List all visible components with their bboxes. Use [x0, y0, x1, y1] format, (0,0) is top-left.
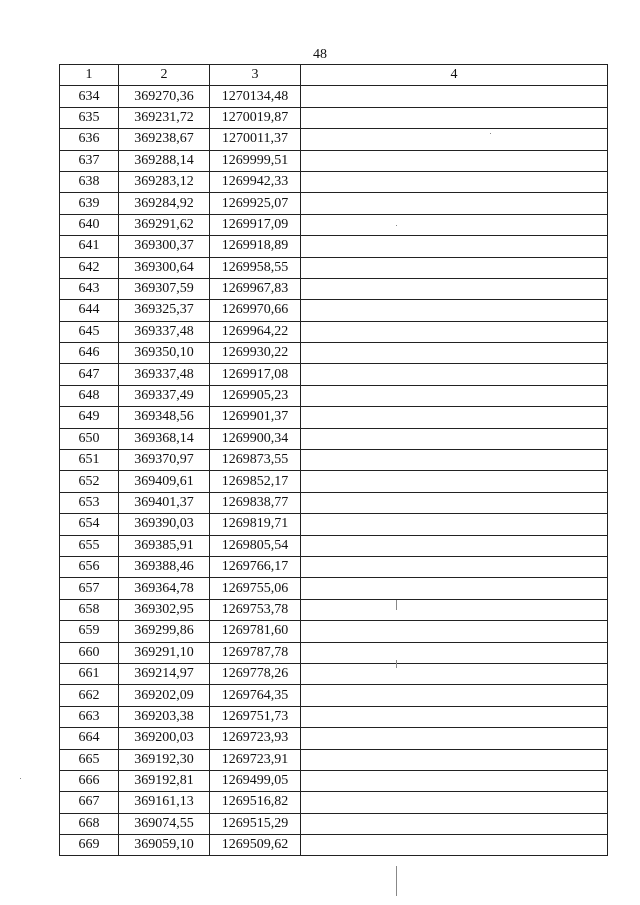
x-coordinate-cell: 369364,78	[119, 578, 210, 599]
note-cell	[301, 685, 608, 706]
x-coordinate-cell: 369059,10	[119, 835, 210, 856]
note-cell	[301, 792, 608, 813]
table-row	[60, 278, 608, 299]
y-coordinate-cell: 1269751,73	[210, 706, 301, 727]
note-cell	[301, 813, 608, 834]
note-cell	[301, 728, 608, 749]
point-number-cell: 665	[60, 749, 119, 770]
point-number-cell: 641	[60, 236, 119, 257]
y-coordinate-cell: 1269753,78	[210, 599, 301, 620]
note-cell	[301, 86, 608, 107]
y-coordinate-cell: 1269930,22	[210, 343, 301, 364]
table-row	[60, 770, 608, 791]
x-coordinate-cell: 369307,59	[119, 278, 210, 299]
table-row	[60, 129, 608, 150]
table-row	[60, 86, 608, 107]
note-cell	[301, 150, 608, 171]
point-number-cell: 642	[60, 257, 119, 278]
note-cell	[301, 300, 608, 321]
note-cell	[301, 257, 608, 278]
point-number-cell: 647	[60, 364, 119, 385]
x-coordinate-cell: 369370,97	[119, 450, 210, 471]
point-number-cell: 667	[60, 792, 119, 813]
x-coordinate-cell: 369202,09	[119, 685, 210, 706]
x-coordinate-cell: 369270,36	[119, 86, 210, 107]
point-number-cell: 648	[60, 385, 119, 406]
scan-speck	[396, 225, 397, 226]
point-number-cell: 646	[60, 343, 119, 364]
y-coordinate-cell: 1269970,66	[210, 300, 301, 321]
y-coordinate-cell: 1269755,06	[210, 578, 301, 599]
point-number-cell: 640	[60, 214, 119, 235]
point-number-cell: 664	[60, 728, 119, 749]
y-coordinate-cell: 1269900,34	[210, 428, 301, 449]
table-row	[60, 706, 608, 727]
point-number-cell: 663	[60, 706, 119, 727]
note-cell	[301, 835, 608, 856]
table-body	[60, 86, 608, 856]
y-coordinate-cell: 1269778,26	[210, 663, 301, 684]
note-cell	[301, 642, 608, 663]
table-row	[60, 813, 608, 834]
table-row	[60, 685, 608, 706]
y-coordinate-cell: 1269723,93	[210, 728, 301, 749]
x-coordinate-cell: 369350,10	[119, 343, 210, 364]
y-coordinate-cell: 1269901,37	[210, 407, 301, 428]
x-coordinate-cell: 369388,46	[119, 556, 210, 577]
y-coordinate-cell: 1269905,23	[210, 385, 301, 406]
table-row	[60, 728, 608, 749]
table-row	[60, 236, 608, 257]
y-coordinate-cell: 1269925,07	[210, 193, 301, 214]
point-number-cell: 656	[60, 556, 119, 577]
y-coordinate-cell: 1269958,55	[210, 257, 301, 278]
point-number-cell: 651	[60, 450, 119, 471]
column-header-2: 2	[119, 65, 210, 86]
y-coordinate-cell: 1269499,05	[210, 770, 301, 791]
x-coordinate-cell: 369200,03	[119, 728, 210, 749]
table-row	[60, 214, 608, 235]
point-number-cell: 660	[60, 642, 119, 663]
x-coordinate-cell: 369337,49	[119, 385, 210, 406]
y-coordinate-cell: 1269515,29	[210, 813, 301, 834]
point-number-cell: 639	[60, 193, 119, 214]
y-coordinate-cell: 1269942,33	[210, 171, 301, 192]
point-number-cell: 669	[60, 835, 119, 856]
point-number-cell: 668	[60, 813, 119, 834]
note-cell	[301, 236, 608, 257]
x-coordinate-cell: 369284,92	[119, 193, 210, 214]
table-row	[60, 621, 608, 642]
scan-speck	[490, 133, 491, 134]
table-row	[60, 492, 608, 513]
table-row	[60, 535, 608, 556]
note-cell	[301, 514, 608, 535]
y-coordinate-cell: 1269766,17	[210, 556, 301, 577]
note-cell	[301, 343, 608, 364]
table-row	[60, 385, 608, 406]
y-coordinate-cell: 1269819,71	[210, 514, 301, 535]
y-coordinate-cell: 1269764,35	[210, 685, 301, 706]
point-number-cell: 636	[60, 129, 119, 150]
x-coordinate-cell: 369288,14	[119, 150, 210, 171]
x-coordinate-cell: 369300,64	[119, 257, 210, 278]
y-coordinate-cell: 1270011,37	[210, 129, 301, 150]
table-row	[60, 343, 608, 364]
y-coordinate-cell: 1269917,08	[210, 364, 301, 385]
x-coordinate-cell: 369409,61	[119, 471, 210, 492]
page-number: 48	[313, 47, 327, 62]
x-coordinate-cell: 369291,62	[119, 214, 210, 235]
point-number-cell: 645	[60, 321, 119, 342]
note-cell	[301, 364, 608, 385]
note-cell	[301, 535, 608, 556]
y-coordinate-cell: 1269964,22	[210, 321, 301, 342]
note-cell	[301, 214, 608, 235]
table-row	[60, 556, 608, 577]
scan-speck	[396, 866, 397, 896]
note-cell	[301, 578, 608, 599]
y-coordinate-cell: 1269516,82	[210, 792, 301, 813]
point-number-cell: 634	[60, 86, 119, 107]
note-cell	[301, 193, 608, 214]
point-number-cell: 635	[60, 107, 119, 128]
table-row	[60, 150, 608, 171]
y-coordinate-cell: 1269838,77	[210, 492, 301, 513]
table-row	[60, 471, 608, 492]
point-number-cell: 666	[60, 770, 119, 791]
note-cell	[301, 663, 608, 684]
point-number-cell: 654	[60, 514, 119, 535]
table-header-row	[60, 65, 608, 86]
note-cell	[301, 321, 608, 342]
table-row	[60, 107, 608, 128]
table-row	[60, 663, 608, 684]
note-cell	[301, 107, 608, 128]
scan-speck	[396, 660, 397, 668]
x-coordinate-cell: 369203,38	[119, 706, 210, 727]
table-row	[60, 599, 608, 620]
note-cell	[301, 450, 608, 471]
y-coordinate-cell: 1269917,09	[210, 214, 301, 235]
table-row	[60, 257, 608, 278]
column-header-4: 4	[301, 65, 608, 86]
point-number-cell: 655	[60, 535, 119, 556]
note-cell	[301, 407, 608, 428]
coordinates-table	[59, 64, 608, 856]
note-cell	[301, 556, 608, 577]
x-coordinate-cell: 369302,95	[119, 599, 210, 620]
table-row	[60, 835, 608, 856]
x-coordinate-cell: 369390,03	[119, 514, 210, 535]
table-row	[60, 749, 608, 770]
x-coordinate-cell: 369337,48	[119, 364, 210, 385]
x-coordinate-cell: 369300,37	[119, 236, 210, 257]
point-number-cell: 657	[60, 578, 119, 599]
table-row	[60, 364, 608, 385]
point-number-cell: 637	[60, 150, 119, 171]
note-cell	[301, 599, 608, 620]
point-number-cell: 638	[60, 171, 119, 192]
point-number-cell: 659	[60, 621, 119, 642]
x-coordinate-cell: 369192,30	[119, 749, 210, 770]
note-cell	[301, 278, 608, 299]
table-row	[60, 407, 608, 428]
note-cell	[301, 706, 608, 727]
x-coordinate-cell: 369325,37	[119, 300, 210, 321]
y-coordinate-cell: 1269805,54	[210, 535, 301, 556]
x-coordinate-cell: 369192,81	[119, 770, 210, 791]
point-number-cell: 644	[60, 300, 119, 321]
y-coordinate-cell: 1269723,91	[210, 749, 301, 770]
x-coordinate-cell: 369385,91	[119, 535, 210, 556]
note-cell	[301, 749, 608, 770]
y-coordinate-cell: 1269781,60	[210, 621, 301, 642]
table-row	[60, 193, 608, 214]
y-coordinate-cell: 1269999,51	[210, 150, 301, 171]
table-row	[60, 792, 608, 813]
y-coordinate-cell: 1269918,89	[210, 236, 301, 257]
scan-speck	[20, 778, 21, 779]
column-header-1: 1	[60, 65, 119, 86]
point-number-cell: 649	[60, 407, 119, 428]
note-cell	[301, 770, 608, 791]
table-row	[60, 578, 608, 599]
point-number-cell: 652	[60, 471, 119, 492]
table-row	[60, 300, 608, 321]
note-cell	[301, 428, 608, 449]
point-number-cell: 643	[60, 278, 119, 299]
y-coordinate-cell: 1269873,55	[210, 450, 301, 471]
note-cell	[301, 492, 608, 513]
table-row	[60, 171, 608, 192]
table-row	[60, 450, 608, 471]
note-cell	[301, 171, 608, 192]
table-row	[60, 321, 608, 342]
point-number-cell: 661	[60, 663, 119, 684]
x-coordinate-cell: 369299,86	[119, 621, 210, 642]
x-coordinate-cell: 369214,97	[119, 663, 210, 684]
x-coordinate-cell: 369161,13	[119, 792, 210, 813]
note-cell	[301, 621, 608, 642]
y-coordinate-cell: 1270019,87	[210, 107, 301, 128]
point-number-cell: 662	[60, 685, 119, 706]
x-coordinate-cell: 369337,48	[119, 321, 210, 342]
x-coordinate-cell: 369231,72	[119, 107, 210, 128]
x-coordinate-cell: 369074,55	[119, 813, 210, 834]
note-cell	[301, 471, 608, 492]
table-row	[60, 642, 608, 663]
x-coordinate-cell: 369283,12	[119, 171, 210, 192]
y-coordinate-cell: 1269852,17	[210, 471, 301, 492]
x-coordinate-cell: 369368,14	[119, 428, 210, 449]
note-cell	[301, 385, 608, 406]
x-coordinate-cell: 369291,10	[119, 642, 210, 663]
x-coordinate-cell: 369348,56	[119, 407, 210, 428]
scan-speck	[396, 600, 397, 610]
point-number-cell: 653	[60, 492, 119, 513]
y-coordinate-cell: 1269509,62	[210, 835, 301, 856]
y-coordinate-cell: 1269787,78	[210, 642, 301, 663]
point-number-cell: 658	[60, 599, 119, 620]
table-row	[60, 428, 608, 449]
note-cell	[301, 129, 608, 150]
table-row	[60, 514, 608, 535]
y-coordinate-cell: 1269967,83	[210, 278, 301, 299]
x-coordinate-cell: 369238,67	[119, 129, 210, 150]
column-header-3: 3	[210, 65, 301, 86]
x-coordinate-cell: 369401,37	[119, 492, 210, 513]
y-coordinate-cell: 1270134,48	[210, 86, 301, 107]
point-number-cell: 650	[60, 428, 119, 449]
